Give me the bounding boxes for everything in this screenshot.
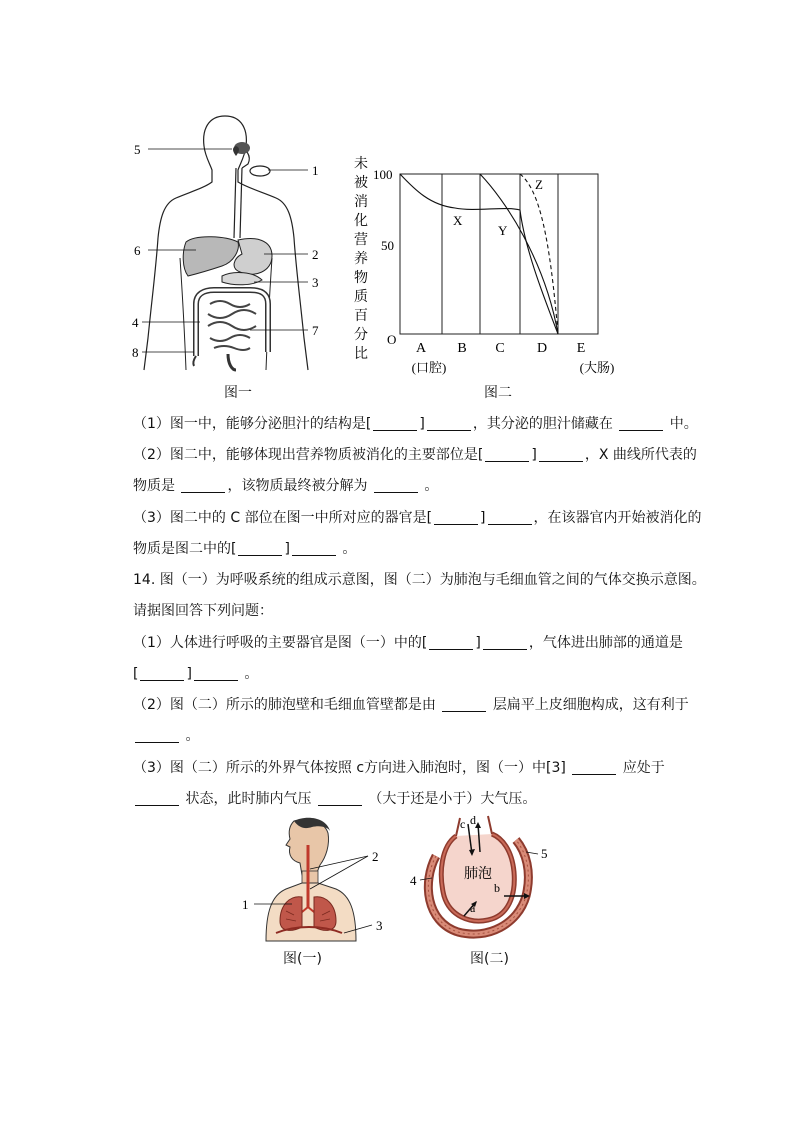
- q14-line4: [133, 727, 713, 745]
- fig1-label-7: 7: [312, 323, 319, 338]
- figure-alveolus-exchange: [408, 812, 558, 947]
- q13-line2: [133, 446, 713, 464]
- q13-l2-t0: （2）图二中，能够体现出营养物质被消化的主要部位是[: [133, 447, 484, 463]
- q14-l1-t2: ，气体进出肺部的通道是: [528, 635, 683, 651]
- xtick-d: D: [536, 341, 548, 356]
- q13-blank-10[interactable]: [238, 541, 282, 556]
- ylabel-char: 未: [354, 157, 368, 172]
- fig3b-label-5: 5: [541, 846, 548, 861]
- ylabel-char: 养: [354, 252, 368, 267]
- q13-l4-t1: ]: [480, 510, 486, 526]
- figure3b-caption: 图(二): [470, 951, 509, 967]
- ytick-50: 50: [381, 238, 394, 253]
- xtick-b: B: [457, 341, 467, 356]
- q13-l1-t1: ]: [419, 416, 425, 432]
- figure-respiratory-system: [236, 815, 396, 945]
- q13-l4-t2: ，在该器官内开始被消化的: [533, 510, 702, 526]
- fig1-label-5: 5: [134, 142, 141, 157]
- q13-blank-3[interactable]: [619, 416, 663, 431]
- q14-line2: [133, 665, 713, 683]
- q14-line6: [133, 790, 713, 808]
- q14-l5-t1: 应处于: [622, 760, 665, 776]
- xtick-e: E: [576, 341, 586, 356]
- q14-blank-2[interactable]: [483, 635, 527, 650]
- fig1-label-8: 8: [132, 345, 139, 360]
- fig3a-label-3: 3: [376, 918, 383, 933]
- fig3b-label-4: 4: [410, 873, 417, 888]
- q14-line5: [133, 759, 713, 777]
- q14-blank-1[interactable]: [429, 635, 473, 650]
- figure-digestive-system: [130, 108, 330, 378]
- curve-x: [400, 174, 558, 334]
- ylabel-char: 分: [354, 328, 368, 343]
- q13-l5-t2: 。: [342, 541, 357, 557]
- q14-l4-t0: 。: [185, 728, 200, 744]
- q13-l3-t2: 。: [424, 478, 439, 494]
- q14-blank-6[interactable]: [135, 728, 179, 743]
- ytick-100: 100: [373, 167, 393, 182]
- plot-frame: [400, 174, 598, 334]
- q13-l1-t3: 中。: [669, 416, 698, 432]
- chart-ylabel: [354, 155, 368, 362]
- fig1-label-6: 6: [134, 243, 141, 258]
- q14-intro2: 请据图回答下列问题：: [133, 603, 273, 619]
- q14-intro1: 14. 图（一）为呼吸系统的组成示意图，图（二）为肺泡与毛细血管之间的气体交换示意图。: [133, 572, 706, 588]
- fig3b-label-a: a: [470, 901, 476, 915]
- q14-blank-3[interactable]: [140, 666, 184, 681]
- q14-blank-8[interactable]: [135, 791, 179, 806]
- q14-l2-t1: ]: [186, 666, 192, 682]
- curve-label-x: X: [453, 213, 463, 228]
- q13-l4-t0: （3）图二中的 C 部位在图一中所对应的器官是[: [133, 510, 433, 526]
- q13-l2-t2: ，X 曲线所代表的: [584, 447, 697, 463]
- ylabel-char: 质: [354, 290, 368, 305]
- q14-blank-9[interactable]: [318, 791, 362, 806]
- figure3a-caption: 图(一): [283, 951, 322, 967]
- q14-blank-7[interactable]: [572, 760, 616, 775]
- fig3a-label-2: 2: [372, 849, 379, 864]
- q13-blank-6[interactable]: [181, 478, 225, 493]
- fig1-label-3: 3: [312, 275, 319, 290]
- curve-y: [480, 174, 558, 334]
- xtick-c: C: [495, 341, 505, 356]
- ylabel-char: 比: [354, 347, 368, 362]
- q13-line4: [133, 509, 713, 527]
- fig1-label-2: 2: [312, 247, 319, 262]
- q13-l5-t1: ]: [284, 541, 290, 557]
- q13-blank-2[interactable]: [427, 416, 471, 431]
- q13-blank-7[interactable]: [374, 478, 418, 493]
- q13-line3: [133, 477, 713, 495]
- fig1-label-4: 4: [132, 315, 139, 330]
- q13-l5-t0: 物质是图二中的[: [133, 541, 237, 557]
- origin-label: O: [387, 332, 397, 347]
- q13-blank-4[interactable]: [485, 447, 529, 462]
- q14-l6-t1: （大于还是小于）大气压。: [368, 791, 537, 807]
- q13-blank-11[interactable]: [292, 541, 336, 556]
- q14-blank-5[interactable]: [442, 697, 486, 712]
- q14-l3-t0: （2）图（二）所示的肺泡壁和毛细血管壁都是由: [133, 697, 436, 713]
- q13-l1-t0: （1）图一中，能够分泌胆汁的结构是[: [133, 416, 372, 432]
- ylabel-char: 消: [354, 195, 368, 210]
- fig3b-label-c: c: [460, 817, 466, 831]
- q14-l2-t2: 。: [244, 666, 259, 682]
- q14-line1: [133, 634, 713, 652]
- ylabel-char: 物: [354, 271, 368, 286]
- q13-blank-9[interactable]: [488, 510, 532, 525]
- q13-l1-t2: ，其分泌的胆汁储藏在: [472, 416, 613, 432]
- figure1-caption: 图一: [224, 385, 252, 401]
- fig3a-label-1: 1: [242, 897, 249, 912]
- q13-line1: [133, 415, 713, 433]
- q14-l2-t0: [: [133, 666, 139, 682]
- q14-l3-t1: 层扁平上皮细胞构成，这有利于: [492, 697, 689, 713]
- q13-blank-1[interactable]: [373, 416, 417, 431]
- ylabel-char: 百: [354, 309, 368, 324]
- fig1-label-1: 1: [312, 163, 319, 178]
- q13-l2-t1: ]: [531, 447, 537, 463]
- ylabel-char: 被: [354, 176, 368, 191]
- q14-l5-t0: （3）图（二）所示的外界气体按照 c方向进入肺泡时，图（一）中[3]: [133, 760, 566, 776]
- q13-line5: [133, 540, 713, 558]
- q13-l3-t0: 物质是: [133, 478, 175, 494]
- q14-l6-t0: 状态，此时肺内气压: [185, 791, 312, 807]
- q13-l3-t1: ，该物质最终被分解为: [227, 478, 368, 494]
- xsub-mouth: (口腔): [411, 360, 447, 375]
- xtick-a: A: [415, 341, 427, 356]
- fig3b-label-d: d: [470, 813, 476, 827]
- ylabel-char: 化: [354, 214, 368, 229]
- q13-blank-8[interactable]: [434, 510, 478, 525]
- ylabel-char: 营: [354, 233, 368, 248]
- alveolus-label: 肺泡: [464, 867, 492, 882]
- curve-label-y: Y: [498, 223, 508, 238]
- q13-blank-5[interactable]: [539, 447, 583, 462]
- q14-blank-4[interactable]: [194, 666, 238, 681]
- q14-l1-t1: ]: [475, 635, 481, 651]
- q14-line3: [133, 696, 713, 714]
- curve-label-z: Z: [535, 177, 543, 192]
- q14-l1-t0: （1）人体进行呼吸的主要器官是图（一）中的[: [133, 635, 428, 651]
- xsub-large-intestine: (大肠): [579, 360, 615, 375]
- figure2-caption: 图二: [484, 385, 512, 401]
- fig3b-label-b: b: [494, 881, 500, 895]
- figure-digestion-chart: [345, 150, 635, 382]
